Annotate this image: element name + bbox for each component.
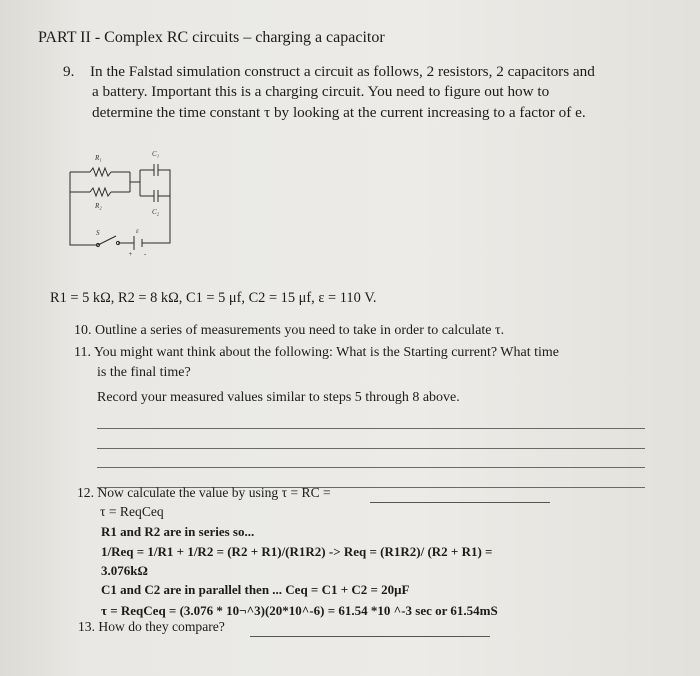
resistor-r2-zigzag [90, 188, 111, 196]
label-switch: S [96, 229, 100, 237]
circuit-parameters: R1 = 5 kΩ, R2 = 8 kΩ, C1 = 5 μf, C2 = 15 μf, ε = 110 V. [50, 290, 377, 306]
answer-req-formula: 1/Req = 1/R1 + 1/R2 = (R2 + R1)/(R1R2) -> Req = (R1R2)/ (R2 + R1) = [101, 544, 493, 559]
question-11-line-3: Record your measured values similar to steps 5 through 8 above. [97, 390, 460, 405]
answer-ceq: C1 and C2 are in parallel then ... Ceq = C1 + C2 = 20μF [101, 582, 410, 597]
question-9-line-1: In the Falstad simulation construct a circuit as follows, 2 resistors, 2 capacitors and [90, 63, 595, 80]
answer-req-value: 3.076kΩ [101, 563, 148, 578]
circuit-diagram [60, 140, 190, 265]
answer-tau-formula: τ = ReqCeq [100, 504, 164, 519]
question-13-blank[interactable] [250, 636, 490, 637]
answer-line[interactable] [97, 467, 645, 468]
circuit-wire [158, 170, 170, 196]
label-emf: ε [136, 227, 139, 235]
question-13: 13. How do they compare? [78, 619, 225, 634]
label-plus: + [128, 250, 133, 258]
label-r2: R₂ [95, 202, 102, 210]
question-9-number: 9. [63, 63, 75, 80]
answer-tau-result: τ = ReqCeq = (3.076 * 10¬^3)(20*10^-6) = 61.54 *10 ^-3 sec or 61.54mS [101, 603, 498, 618]
page-title: PART II - Complex RC circuits – charging a capacitor [38, 29, 385, 46]
switch-lever [98, 236, 116, 245]
answer-line[interactable] [97, 448, 645, 449]
question-12-blank[interactable] [370, 502, 550, 503]
question-9-line-3: determine the time constant τ by looking at the current increasing to a factor of e. [92, 104, 586, 121]
question-10: 10. Outline a series of measurements you need to take in order to calculate τ. [74, 323, 505, 338]
label-r1: R₁ [95, 154, 102, 162]
resistor-r1-zigzag [90, 168, 111, 176]
question-11-line-1: 11. You might want think about the following: What is the Starting current? What time [74, 345, 560, 360]
question-9-line-2: a battery. Important this is a charging circuit. You need to figure out how to [92, 83, 550, 100]
question-11-line-2: is the final time? [97, 365, 191, 380]
label-minus: - [144, 250, 147, 258]
label-c1: C₁ [152, 150, 160, 158]
circuit-wire [70, 172, 98, 245]
answer-line[interactable] [97, 428, 645, 429]
label-c2: C₂ [152, 208, 160, 216]
question-12: 12. Now calculate the value by using τ = RC = [77, 485, 331, 500]
answer-series-note: R1 and R2 are in series so... [101, 524, 255, 539]
